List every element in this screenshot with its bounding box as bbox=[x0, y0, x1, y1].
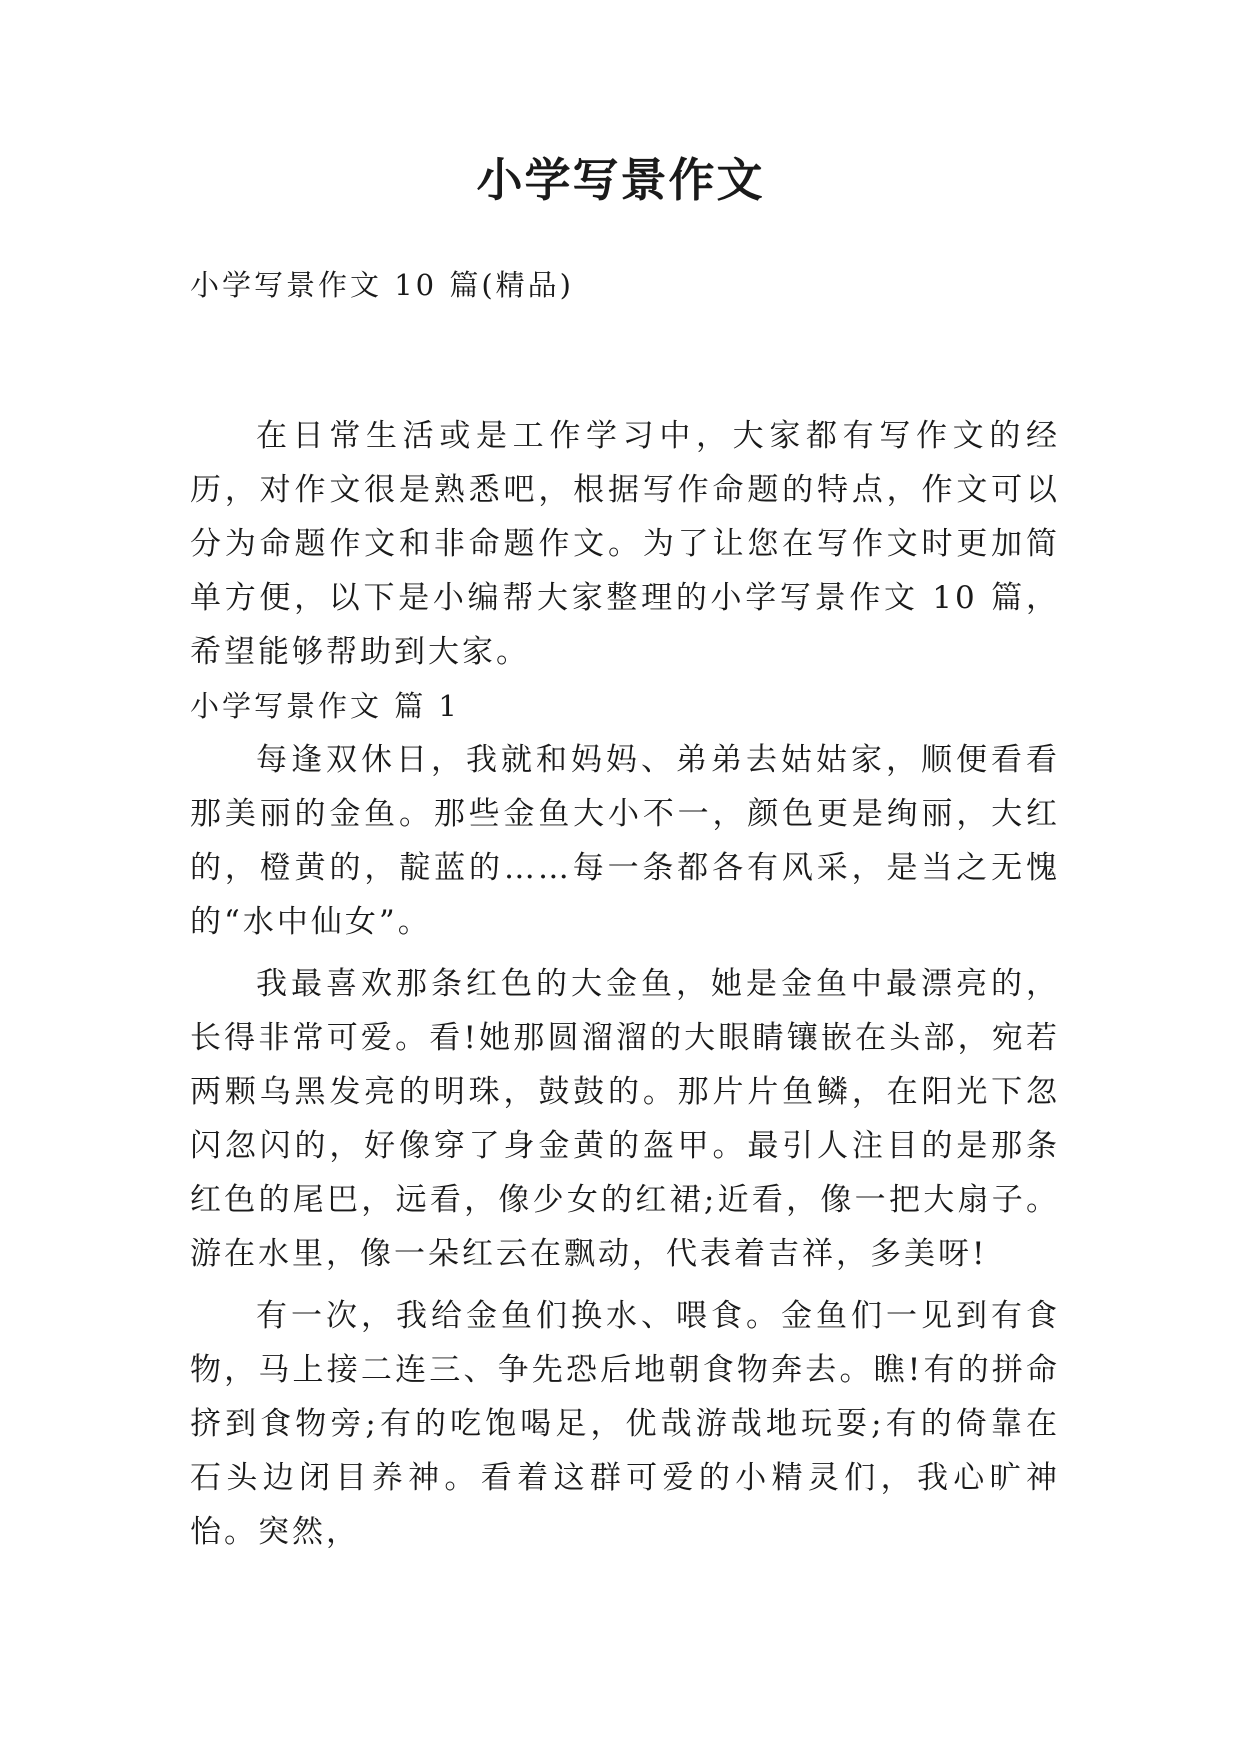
document-subtitle: 小学写景作文 10 篇(精品) bbox=[190, 268, 574, 302]
body-paragraph: 每逢双休日，我就和妈妈、弟弟去姑姑家，顺便看看那美丽的金鱼。那些金鱼大小不一，颜色更是绚丽，大红的，橙黄的，靛蓝的……每一条都各有风采，是当之无愧的“水中仙女”。 bbox=[190, 742, 1060, 940]
document-body bbox=[190, 409, 1060, 1559]
document-title: 小学写景作文 bbox=[476, 153, 765, 207]
intro-paragraph: 在日常生活或是工作学习中，大家都有写作文的经历，对作文很是熟悉吧，根据写作命题的特点，作文可以分为命题作文和非命题作文。为了让您在写作文时更加简单方便，以下是小编帮大家整理的小学写景作文 10 篇，希望能够帮助到大家。 bbox=[190, 418, 1060, 670]
paragraph-spacer bbox=[190, 1281, 1060, 1289]
body-paragraph: 我最喜欢那条红色的大金鱼，她是金鱼中最漂亮的，长得非常可爱。看!她那圆溜溜的大眼睛镶嵌在头部，宛若两颗乌黑发亮的明珠，鼓鼓的。那片片鱼鳞，在阳光下忽闪忽闪的，好像穿了身金黄的盔甲。最引人注目的是那条红色的尾巴，远看，像少女的红裙;近看，像一把大扇子。游在水里，像一朵红云在飘动，代表着吉祥，多美呀! bbox=[190, 966, 1060, 1272]
section-heading: 小学写景作文 篇 1 bbox=[190, 689, 460, 723]
body-paragraph: 有一次，我给金鱼们换水、喂食。金鱼们一见到有食物，马上接二连三、争先恐后地朝食物奔去。瞧!有的拼命挤到食物旁;有的吃饱喝足，优哉游哉地玩耍;有的倚靠在石头边闭目养神。看着这群可爱的小精灵们，我心旷神怡。突然， bbox=[190, 1298, 1060, 1550]
paragraph-spacer bbox=[190, 949, 1060, 957]
